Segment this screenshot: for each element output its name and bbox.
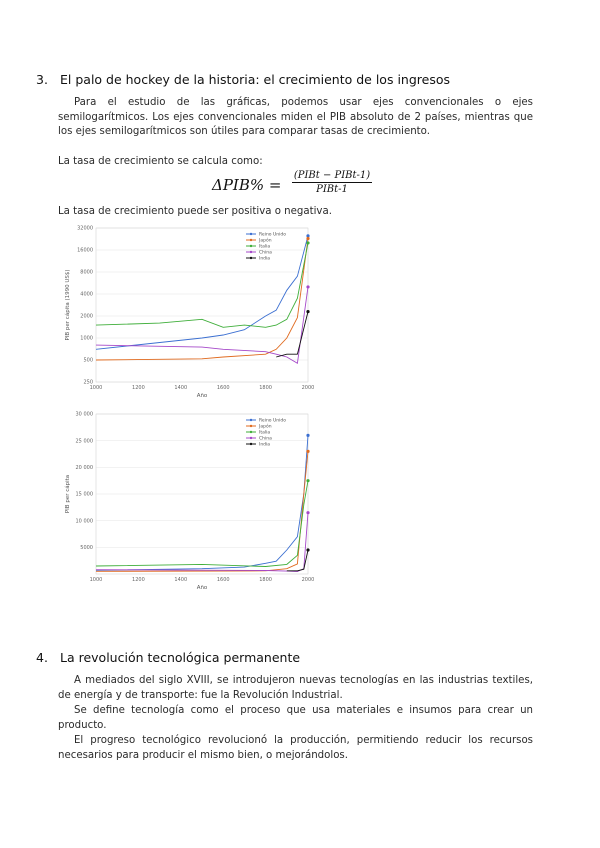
series-endpoint-india <box>306 548 309 551</box>
series-endpoint-japon <box>306 237 309 240</box>
series-endpoint-china <box>306 511 309 514</box>
formula-fraction <box>292 170 372 195</box>
series-endpoint-japon <box>306 450 309 453</box>
c1-x-tick-label: 2000 <box>301 385 315 391</box>
series-endpoint-india <box>306 310 309 313</box>
c1-y-tick-label: 16000 <box>77 247 93 254</box>
legend-marker-india <box>250 257 252 259</box>
chart1-x-axis-label: Año <box>196 393 208 399</box>
chart2-series <box>96 434 310 572</box>
legend-label-italia: Italia <box>259 430 271 436</box>
c2-x-tick-label: 1200 <box>132 577 145 583</box>
section-4-title: La revolución tecnológica permanente <box>60 650 301 665</box>
c2-x-tick-label: 1800 <box>259 577 272 583</box>
chart1-y-axis-label: PIB per cápita (1990 US$) <box>65 269 71 341</box>
c2-y-tick-label: 10 000 <box>75 518 93 525</box>
c1-x-tick-label: 1600 <box>216 385 230 391</box>
c2-y-tick-label: 20 000 <box>75 464 93 471</box>
linear-gdp-chart <box>58 406 318 596</box>
series-line-japon <box>96 239 308 361</box>
formula-numerator: (PIBt − PIBt-1) <box>293 170 371 181</box>
c1-y-tick-label: 8000 <box>80 269 93 276</box>
series-line-italia <box>96 481 308 567</box>
section-4-heading <box>36 650 300 665</box>
c1-y-tick-label: 2000 <box>80 313 93 320</box>
chart1-series <box>96 234 310 363</box>
section-3-heading <box>36 72 450 87</box>
legend-marker-italia <box>250 431 252 433</box>
c1-y-tick-label: 32000 <box>77 225 93 232</box>
c2-y-tick-label: 30 000 <box>75 411 93 418</box>
chart2-y-axis-label: PIB per cápita <box>65 474 71 514</box>
formula-denominator: PIBt-1 <box>316 184 348 195</box>
legend-label-reino-unido: Reino Unido <box>259 418 286 424</box>
c2-y-tick-label: 25 000 <box>75 438 93 445</box>
semilog-gdp-chart <box>58 222 318 402</box>
legend-marker-india <box>250 443 252 445</box>
legend-label-china: China <box>259 250 272 256</box>
legend-marker-reino-unido <box>250 419 252 421</box>
section-3-number: 3. <box>36 72 48 87</box>
legend-marker-japon <box>250 425 252 427</box>
chart2-legend <box>246 418 286 448</box>
series-line-reino-unido <box>96 435 308 570</box>
chart1-y-ticks <box>77 226 93 386</box>
formula-lhs: ΔPIB% = <box>212 176 282 194</box>
series-endpoint-reino-unido <box>306 434 309 437</box>
c2-y-tick-label: 5000 <box>80 544 93 551</box>
chart1-legend <box>246 232 286 262</box>
series-line-japon <box>96 451 308 571</box>
legend-label-italia: Italia <box>259 244 271 250</box>
legend-label-india: India <box>259 256 271 262</box>
series-endpoint-china <box>306 285 309 288</box>
c1-y-tick-label: 500 <box>83 357 93 364</box>
series-endpoint-italia <box>306 479 309 482</box>
growth-sign-note: La tasa de crecimiento puede ser positiva o negativa. <box>58 206 332 217</box>
series-line-reino-unido <box>96 236 308 349</box>
legend-label-japon: Japón <box>259 238 272 244</box>
c1-y-tick-label: 4000 <box>80 291 93 298</box>
series-endpoint-italia <box>306 241 309 244</box>
c2-x-tick-label: 1600 <box>216 577 230 583</box>
c1-y-tick-label: 1000 <box>80 335 93 342</box>
c1-x-tick-label: 1800 <box>259 385 272 391</box>
legend-marker-reino-unido <box>250 233 252 235</box>
section-4-paragraph-1: A mediados del siglo XVIII, se introdujeron nuevas tecnologías en las industrias textiles, de energía y de transporte: fue la Revolución Industrial. <box>58 675 533 701</box>
chart2-y-ticks <box>76 412 94 551</box>
legend-label-japon: Japón <box>259 424 272 430</box>
series-line-china <box>96 513 308 572</box>
legend-label-reino-unido: Reino Unido <box>259 232 286 238</box>
chart2-x-ticks <box>90 577 315 583</box>
c1-x-tick-label: 1200 <box>132 385 145 391</box>
chart1-x-ticks <box>90 385 315 391</box>
section-4-number: 4. <box>36 650 48 665</box>
c2-x-tick-label: 1000 <box>89 577 103 583</box>
section-4-paragraph-2: Se define tecnología como el proceso que usa materiales e insumos para crear un producto. <box>58 705 533 731</box>
c2-x-tick-label: 1400 <box>174 577 188 583</box>
legend-marker-japon <box>250 239 252 241</box>
section-3-paragraph: Para el estudio de las gráficas, podemos usar ejes convencionales o ejes semilogarítmicos. Los ejes convencionales miden el PIB absoluto de 2 países, mientras que los ejes semilogarítmicos son útiles para comparar tasas de crecimiento. <box>58 97 533 138</box>
legend-label-india: India <box>259 442 271 448</box>
legend-label-china: China <box>259 436 272 442</box>
formula-intro: La tasa de crecimiento se calcula como: <box>58 156 263 167</box>
section-3-title: El palo de hockey de la historia: el crecimiento de los ingresos <box>60 72 451 87</box>
chart2-x-axis-label: Año <box>196 585 208 591</box>
section-4-paragraph-3: El progreso tecnológico revolucionó la producción, permitiendo reducir los recursos necesarios para producir el mismo bien, o mejorándolos. <box>58 735 533 761</box>
c1-x-tick-label: 1000 <box>89 385 103 391</box>
fraction-bar <box>292 182 372 183</box>
legend-marker-china <box>250 251 252 253</box>
c1-x-tick-label: 1400 <box>174 385 188 391</box>
series-line-italia <box>96 243 308 327</box>
legend-marker-italia <box>250 245 252 247</box>
c1-y-tick-label: 250 <box>83 379 93 386</box>
legend-marker-china <box>250 437 252 439</box>
c2-y-tick-label: 15 000 <box>75 491 93 498</box>
c2-x-tick-label: 2000 <box>301 577 315 583</box>
chart2-grid <box>96 414 308 574</box>
